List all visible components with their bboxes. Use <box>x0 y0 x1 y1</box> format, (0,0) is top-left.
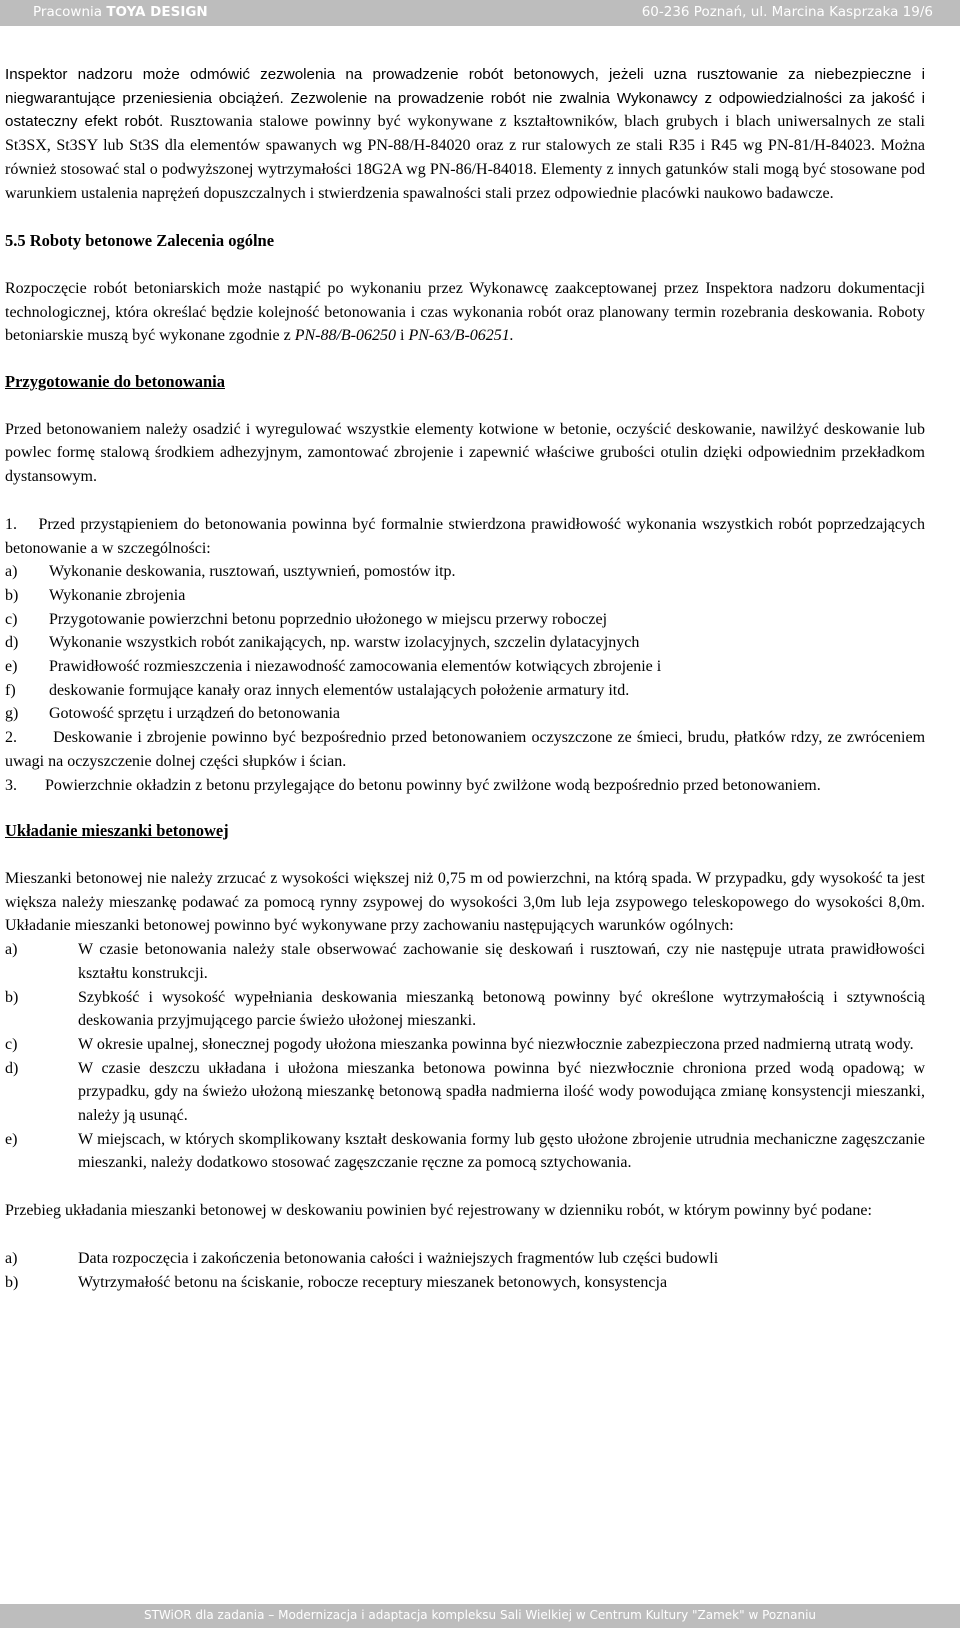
laying-list <box>5 938 925 1175</box>
header-address: 60-236 Poznań, ul. Marcina Kasprzaka 19/6 <box>641 4 933 20</box>
list-item-text: Prawidłowość rozmieszczenia i niezawodność zamocowania elementów kotwiących zbrojenie i <box>49 658 662 676</box>
point-1-num: 1. <box>5 515 17 533</box>
laying-title: Układanie mieszanki betonowej <box>5 821 229 841</box>
list-item-text: Wytrzymałość betonu na ściskanie, robocze receptury mieszanek betonowych, konsystencja <box>78 1273 668 1291</box>
list-item-label: d) <box>5 1059 19 1077</box>
list-item <box>5 608 925 632</box>
intro-sentence-2: Rusztowania stalowe powinny być wykonywane z kształtowników, blach grubych i blach uniwersalnych ze stali St3SX, St3SY lub St3S dla elementów spawanych wg PN-88/H-84020 oraz z rur stalowych ze stali R35 i R45 wg PN-81/H-84023. Można również stosować stal o podwyższonej wytrzymałości 18G2A wg PN-86/H-84018. Elementy z innych gatunków stali mogą być stosowane pod warunkiem ustalenia naprężeń dopuszczalnych i stwierdzenia spawalności stali przez odpowiednie placówki naukowo badawcze. <box>5 113 926 202</box>
document-body <box>5 63 925 1294</box>
list-item <box>5 1057 925 1128</box>
page-footer: STWiOR dla zadania – Modernizacja i adaptacja kompleksu Sali Wielkiej w Centrum Kultury "Zamek" w Poznaniu <box>0 1604 960 1628</box>
list-item <box>5 702 925 726</box>
point-2-body: Deskowanie i zbrojenie powinno być bezpośrednio przed betonowaniem oczyszczone ze śmieci, brudu, płatków rdzy, ze zwróceniem uwagi na oczyszczenie dolnej części słupków i ścian. <box>5 729 926 770</box>
header-company <box>33 4 208 20</box>
list-item <box>5 1128 925 1175</box>
company-prefix: Pracownia <box>33 4 103 20</box>
preparation-point-1 <box>5 513 925 560</box>
preparation-list <box>5 560 925 726</box>
section-5-5-title: 5.5 Roboty betonowe Zalecenia ogólne <box>5 231 275 251</box>
list-item <box>5 986 925 1033</box>
list-item-text: W czasie deszczu układana i ułożona mieszanka betonowa powinna być niezwłocznie chroniona przed wodą opadową; w przypadku, gdy na świeżo ułożoną mieszankę betonową spadła nadmierna ilość wody powodująca zmianę konsystencji mieszanki, należy ją usunąć. <box>78 1059 925 1125</box>
list-item <box>5 938 925 985</box>
preparation-title: Przygotowanie do betonowania <box>5 372 225 392</box>
intro-paragraph <box>5 63 925 205</box>
section-5-5-paragraph <box>5 277 925 348</box>
page-header <box>0 0 960 26</box>
list-item-label: a) <box>5 1249 18 1267</box>
list-item-text: W miejscach, w których skomplikowany kształt deskowania formy lub gęsto ułożone zbrojenie utrudnia mechaniczne zagęszczanie mieszanki, należy dodatkowo stosować zagęszczanie ręczne za pomocą sztychowania. <box>78 1130 925 1172</box>
company-name: TOYA DESIGN <box>106 4 208 20</box>
list-item <box>5 1033 925 1057</box>
point-1-body: Przed przystąpieniem do betonowania powinna być formalnie stwierdzona prawidłowość wykonania wszystkich robót poprzedzających betonowanie a w szczególności: <box>5 515 925 557</box>
list-item-label: g) <box>5 705 19 723</box>
list-item-label: a) <box>5 941 18 959</box>
list-item-text: Wykonanie zbrojenia <box>49 586 186 604</box>
journal-paragraph: Przebieg układania mieszanki betonowej w deskowaniu powinien być rejestrowany w dzienniku robót, w którym powinny być podane: <box>5 1202 872 1220</box>
preparation-paragraph: Przed betonowaniem należy osadzić i wyregulować wszystkie elementy kotwione w betonie, oczyścić deskowanie, nawilżyć deskowanie lub powlec formę stalową środkiem adhezyjnym, zamontować zbrojenie i zapewnić właściwe grubości otulin dzięki odpowiednim przekładkom dystansowym. <box>5 420 925 486</box>
list-item-text: Przygotowanie powierzchni betonu poprzednio ułożonego w miejscu przerwy roboczej <box>49 610 608 628</box>
point-3-body: Powierzchnie okładzin z betonu przylegające do betonu powinny być zwilżone wodą bezpośrednio przed betonowaniem. <box>45 776 821 794</box>
journal-list <box>5 1247 925 1294</box>
list-item-label: f) <box>5 681 16 699</box>
list-item-text: Wykonanie wszystkich robót zanikających, np. warstw izolacyjnych, szczelin dylatacyjnych <box>49 634 640 652</box>
point-3-num: 3. <box>5 776 17 794</box>
list-item-label: c) <box>5 1035 18 1053</box>
list-item <box>5 560 925 584</box>
list-item <box>5 655 925 679</box>
list-item-label: d) <box>5 634 19 652</box>
list-item <box>5 1271 925 1295</box>
laying-paragraph: Mieszanki betonowej nie należy zrzucać z wysokości większej niż 0,75 m od powierzchni, na którą spada. W przypadku, gdy wysokość ta jest większa należy mieszankę podawać za pomocą rynny zsypowej do wysokości 3,0m lub leja zsypowego teleskopowego do wysokości 8,0m. Układanie mieszanki betonowej powinno być wykonywane przy zachowaniu następujących warunków ogólnych: <box>5 869 925 935</box>
list-item-text: Data rozpoczęcia i zakończenia betonowania całości i ważniejszych fragmentów lub części budowli <box>78 1249 719 1267</box>
preparation-point-3 <box>5 774 925 798</box>
list-item-label: b) <box>5 586 19 604</box>
point-1-text <box>5 513 925 560</box>
list-item <box>5 631 925 655</box>
list-item-label: b) <box>5 988 19 1006</box>
list-item-text: deskowanie formujące kanały oraz innych elementów ustalających położenie armatury itd. <box>49 681 630 699</box>
list-item <box>5 584 925 608</box>
list-item-label: b) <box>5 1273 19 1291</box>
list-item-text: Wykonanie deskowania, rusztowań, usztywnień, pomostów itp. <box>49 563 456 581</box>
list-item-text: W okresie upalnej, słonecznej pogody ułożona mieszanka powinna być niezwłocznie zabezpieczona przed nadmierną utratą wody. <box>78 1035 914 1053</box>
norm-conjunction: i <box>400 327 405 345</box>
point-2-num: 2. <box>5 729 17 747</box>
norm-2: PN-63/B-06251. <box>408 327 514 345</box>
list-item-text: Gotowość sprzętu i urządzeń do betonowania <box>49 705 341 723</box>
intro-sentence-1: Inspektor nadzoru może odmówić zezwolenia na prowadzenie robót betonowych, jeżeli uzna rusztowanie za niebezpieczne i niegwarantujące przeniesienia obciążeń. Zezwolenie na prowadzenie robót nie zwalnia Wykonawcy z odpowiedzialności za jakość i ostateczny efekt robót. <box>5 66 925 131</box>
list-item-label: e) <box>5 658 18 676</box>
preparation-point-2 <box>5 726 925 773</box>
list-item <box>5 679 925 703</box>
list-item-label: c) <box>5 610 18 628</box>
list-item-text: W czasie betonowania należy stale obserwować zachowanie się deskowań i rusztowań, czy nie następuje utrata prawidłowości kształtu konstrukcji. <box>78 941 925 982</box>
list-item-label: a) <box>5 563 18 581</box>
list-item-label: e) <box>5 1130 18 1148</box>
norm-1: PN-88/B-06250 <box>294 327 397 345</box>
list-item-text: Szybkość i wysokość wypełniania deskowania mieszanką betonową powinny być określone wytrzymałością i sztywnością deskowania przyjmującego parcie świeżo ułożonej mieszanki. <box>78 988 925 1030</box>
section-5-5-text: Rozpoczęcie robót betoniarskich może nastąpić po wykonaniu przez Wykonawcę zaakceptowanej przez Inspektora nadzoru dokumentacji technologicznej, która określać będzie kolejność betonowania i czas wykonania robót oraz planowany termin rozebrania deskowania. Roboty betoniarskie muszą być wykonane zgodnie z <box>5 279 925 345</box>
list-item <box>5 1247 925 1271</box>
